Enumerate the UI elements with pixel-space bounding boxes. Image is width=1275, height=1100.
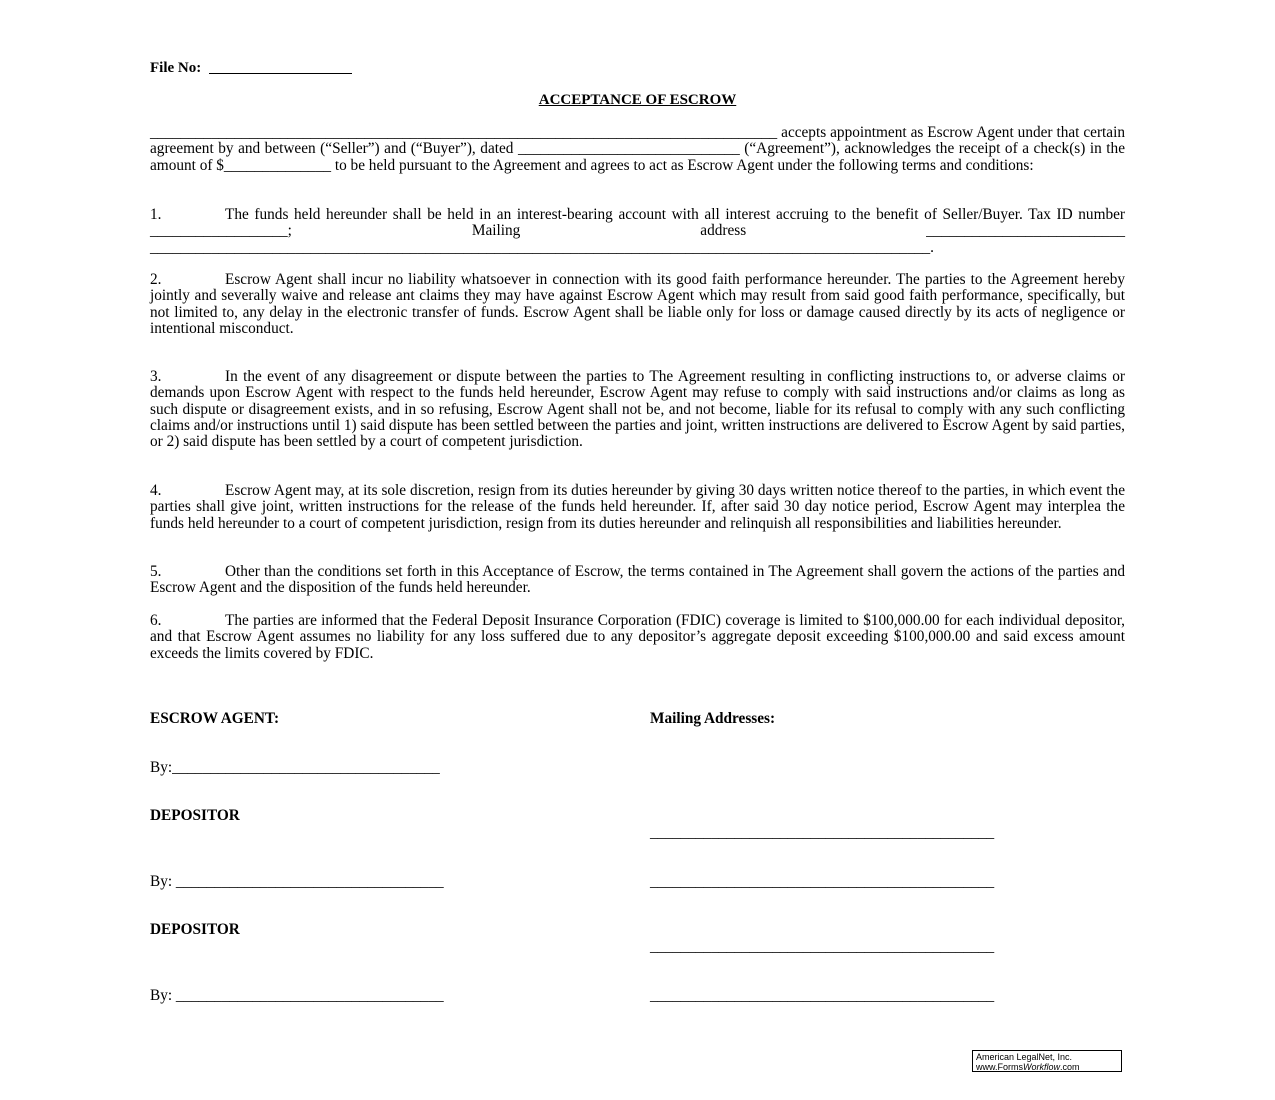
paragraph-2 — [150, 272, 1125, 337]
file-number — [150, 60, 352, 77]
depositor-1-label: DEPOSITOR — [150, 807, 240, 824]
publisher-name: American LegalNet, Inc. — [976, 1052, 1073, 1062]
escrow-agent-signature-line[interactable]: By:___________________________________ — [150, 759, 440, 776]
paragraph-number: 2. — [150, 271, 162, 288]
paragraph-number: 3. — [150, 368, 162, 385]
paragraph-number: 6. — [150, 612, 162, 629]
depositor-1-signature-line[interactable]: By: ___________________________________ — [150, 873, 444, 890]
url-italic: Workflow — [1023, 1062, 1061, 1072]
depositor-2-signature-line[interactable]: By: ___________________________________ — [150, 987, 444, 1004]
file-no-blank[interactable] — [209, 73, 352, 74]
document-title: ACCEPTANCE OF ESCROW — [538, 92, 737, 108]
paragraph-text: The parties are informed that the Federal Deposit Insurance Corporation (FDIC) coverage is limited to $100,000.00 for each individual depositor, and that Escrow Agent assumes no liability for any loss suffered due to any depositor’s aggregate deposit exceeding $100,000.00 and said excess amount exceeds the limits covered by FDIC. — [150, 612, 1125, 662]
paragraph-text: Escrow Agent shall incur no liability whatsoever in connection with its good faith performance hereunder. The parties to the Agreement hereby jointly and severally waive and release ant claims they may have against Escrow Agent which may result from said good faith performance, specifically, but not limited to, any delay in the electronic transfer of funds. Escrow Agent shall be liable only for loss or damage caused directly by its acts of negligence or intentional misconduct. — [150, 271, 1125, 337]
mailing-addresses-label: Mailing Addresses: — [650, 710, 776, 727]
paragraph-4 — [150, 483, 1125, 532]
escrow-agent-label: ESCROW AGENT: — [150, 710, 280, 727]
paragraph-text: In the event of any disagreement or dispute between the parties to The Agreement resulting in conflicting instructions to, or adverse claims or demands upon Escrow Agent with respect to the funds held hereunder, Escrow Agent may refuse to comply with said instructions and/or claims as long as such dispute or disagreement exists, and in so refusing, Escrow Agent shall not be, and not become, liable for its refusal to comply with any such conflicting claims and/or instructions until 1) said dispute has been settled between the parties and joint, written instructions are delivered to Escrow Agent by said parties, or 2) said dispute has been settled by a court of competent jurisdiction. — [150, 368, 1125, 451]
paragraph-number: 4. — [150, 482, 162, 499]
paragraph-text: Other than the conditions set forth in this Acceptance of Escrow, the terms contained in The Agreement shall govern the actions of the parties and Escrow Agent and the disposition of the funds held hereunder. — [150, 563, 1125, 597]
paragraph-number: 1. — [150, 206, 162, 223]
url-prefix: www.Forms — [976, 1062, 1023, 1072]
paragraph-text: Escrow Agent may, at its sole discretion, resign from its duties hereunder by giving 30 days written notice thereof to the parties, in which event the parties shall give joint, written instructions for the release of the funds held hereunder. If, after said 30 day notice period, Escrow Agent may interplea the funds held hereunder to a court of competent jurisdiction, resign from its duties hereunder and relinquish all responsibilities and liabilities hereunder. — [150, 482, 1125, 532]
address-line-4[interactable]: _____________________________________________ — [650, 987, 995, 1004]
paragraph-6 — [150, 613, 1125, 662]
address-line-2[interactable]: _____________________________________________ — [650, 873, 995, 890]
paragraph-5 — [150, 564, 1125, 597]
address-line-1[interactable]: _____________________________________________ — [650, 824, 995, 841]
url-suffix: .com — [1060, 1062, 1080, 1072]
paragraph-3 — [150, 369, 1125, 450]
paragraph-number: 5. — [150, 563, 162, 580]
depositor-2-label: DEPOSITOR — [150, 921, 240, 938]
publisher-url — [976, 1062, 1118, 1072]
publisher-badge — [972, 1050, 1122, 1072]
address-line-3[interactable]: _____________________________________________ — [650, 938, 995, 955]
paragraph-1 — [150, 207, 1125, 256]
intro-paragraph: __________________________________________________________________________________ accepts appointment as Escrow Agent under that certain agreement by and between (“Seller”) and (“Buyer”), dated _____________________________ (“Agreement”), acknowledges the receipt of a check(s) in the amount of $______________ to be held pursuant to the Agreement and agrees to act as Escrow Agent under the following terms and conditions: — [150, 124, 1125, 174]
file-no-label: File No: — [150, 60, 202, 76]
paragraph-text: The funds held hereunder shall be held in an interest-bearing account with all interest accruing to the benefit of Seller/Buyer. Tax ID number __________________; Mailing address __________________________ ______________________________________________________________________________________________________. — [150, 206, 1125, 256]
